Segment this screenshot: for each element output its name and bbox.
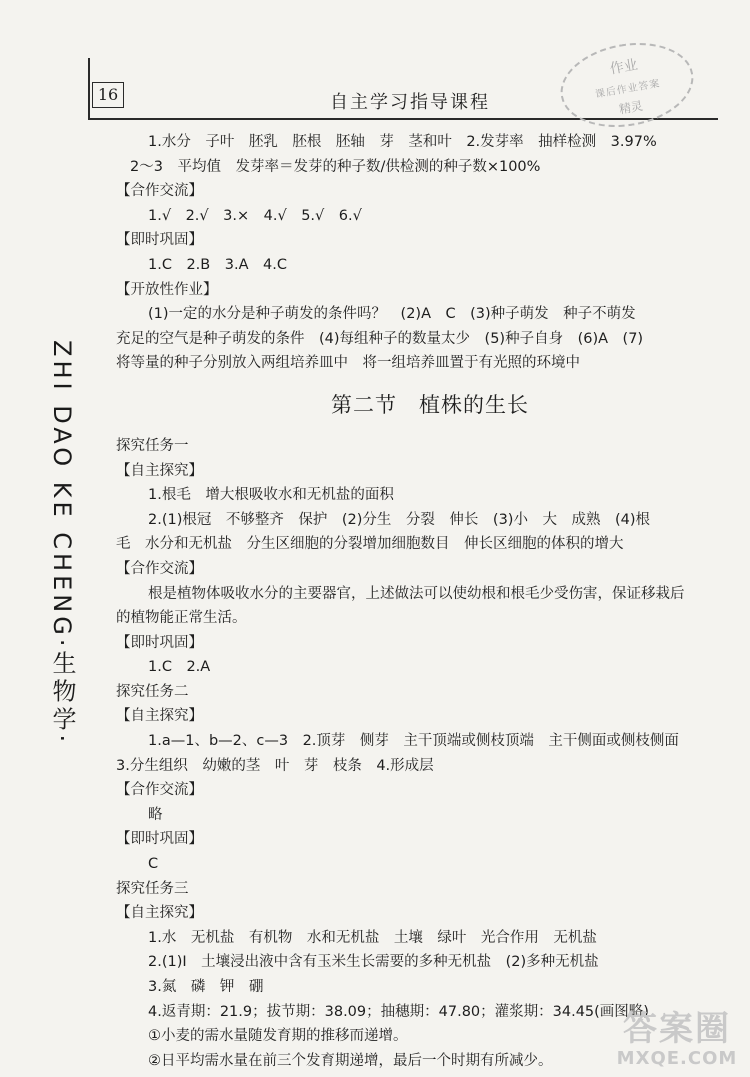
section-heading: 【合作交流】 [116, 183, 203, 200]
task-heading: 探究任务三 [116, 880, 189, 897]
text-line: 1.a—1、b—2、c—3 2.顶芽 侧芽 主干顶端或侧枝顶端 主干侧面或侧枝侧面 [148, 733, 679, 750]
text-line: 1.水分 子叶 胚乳 胚根 胚轴 芽 茎和叶 2.发芽率 抽样检测 3.97% [148, 134, 657, 150]
section-heading: 【合作交流】 [116, 560, 203, 577]
text-line: 的植物能正常生活。 [116, 610, 247, 627]
header-vertical-rule [88, 58, 90, 120]
section-heading: 【即时巩固】 [116, 831, 203, 848]
watermark-line-1: 答案圈 [623, 1009, 731, 1049]
section-heading: 【自主探究】 [116, 905, 203, 922]
text-line: 充足的空气是种子萌发的条件 (4)每组种子的数量太少 (5)种子自身 (6)A (7) [116, 330, 644, 347]
section-heading: 【开放性作业】 [116, 281, 218, 298]
text-line: 2.(1)Ⅰ 土壤浸出液中含有玉米生长需要的多种无机盐 (2)多种无机盐 [148, 954, 599, 971]
stamp-watermark [554, 33, 700, 137]
text-line: (1)一定的水分是种子萌发的条件吗？ (2)A C (3)种子萌发 种子不萌发 [148, 306, 636, 323]
text-line: 1.根毛 增大根吸收水和无机盐的面积 [148, 487, 394, 504]
text-line: 1.C 2.A [148, 659, 211, 676]
text-line: 3.分生组织 幼嫩的茎 叶 芽 枝条 4.形成层 [116, 757, 434, 774]
page-number: 16 [92, 82, 124, 108]
text-line: 1.C 2.B 3.A 4.C [148, 256, 287, 273]
stamp-line-2: 课后作业答案 [594, 78, 662, 101]
text-line: 3.氮 磷 钾 硼 [148, 979, 264, 995]
stamp-line-1: 作业 [608, 56, 640, 78]
text-line: 毛 水分和无机盐 分生区细胞的分裂增加细胞数目 伸长区细胞的体积的增大 [116, 536, 624, 553]
task-heading: 探究任务二 [116, 683, 189, 700]
text-line: 2.(1)根冠 不够整齐 保护 (2)分生 分裂 伸长 (3)小 大 成熟 (4)根 [148, 511, 650, 528]
section-heading: 【自主探究】 [116, 708, 203, 725]
section-heading: 【即时巩固】 [116, 634, 203, 651]
site-watermark [612, 1010, 742, 1070]
section-title: 第二节 植株的生长 [331, 392, 529, 417]
section-heading: 【合作交流】 [116, 782, 203, 799]
answer-content [110, 130, 720, 1073]
vertical-side-title: ZHI DAO KE CHENG·生物学· [48, 340, 76, 747]
text-line: 将等量的种子分别放入两组培养皿中 将一组培养皿置于有光照的环境中 [116, 355, 580, 372]
section-heading: 【自主探究】 [116, 462, 203, 479]
text-line: C [148, 856, 159, 873]
text-line: 略 [148, 806, 163, 823]
watermark-line-2: MXQE.COM [616, 1048, 738, 1069]
text-line: 4.返青期：21.9；拔节期：38.09；抽穗期：47.80；灌浆期：34.45(画图略) [148, 1003, 649, 1020]
text-line: ①小麦的需水量随发育期的推移而递增。 [148, 1028, 408, 1045]
text-line: 1.√ 2.√ 3.× 4.√ 5.√ 6.√ [148, 207, 362, 224]
text-line: 2～3 平均值 发芽率＝发芽的种子数/供检测的种子数×100% [130, 158, 541, 175]
text-line: 1.水 无机盐 有机物 水和无机盐 土壤 绿叶 光合作用 无机盐 [148, 929, 597, 946]
running-header-title: 自主学习指导课程 [330, 92, 490, 113]
task-heading: 探究任务一 [116, 437, 189, 454]
text-line: ②日平均需水量在前三个发育期递增，最后一个时期有所减少。 [148, 1052, 553, 1069]
text-line: 根是植物体吸收水分的主要器官，上述做法可以使幼根和根毛少受伤害，保证移栽后 [148, 585, 685, 602]
section-heading: 【即时巩固】 [116, 232, 203, 249]
stamp-line-3: 精灵 [617, 98, 645, 117]
